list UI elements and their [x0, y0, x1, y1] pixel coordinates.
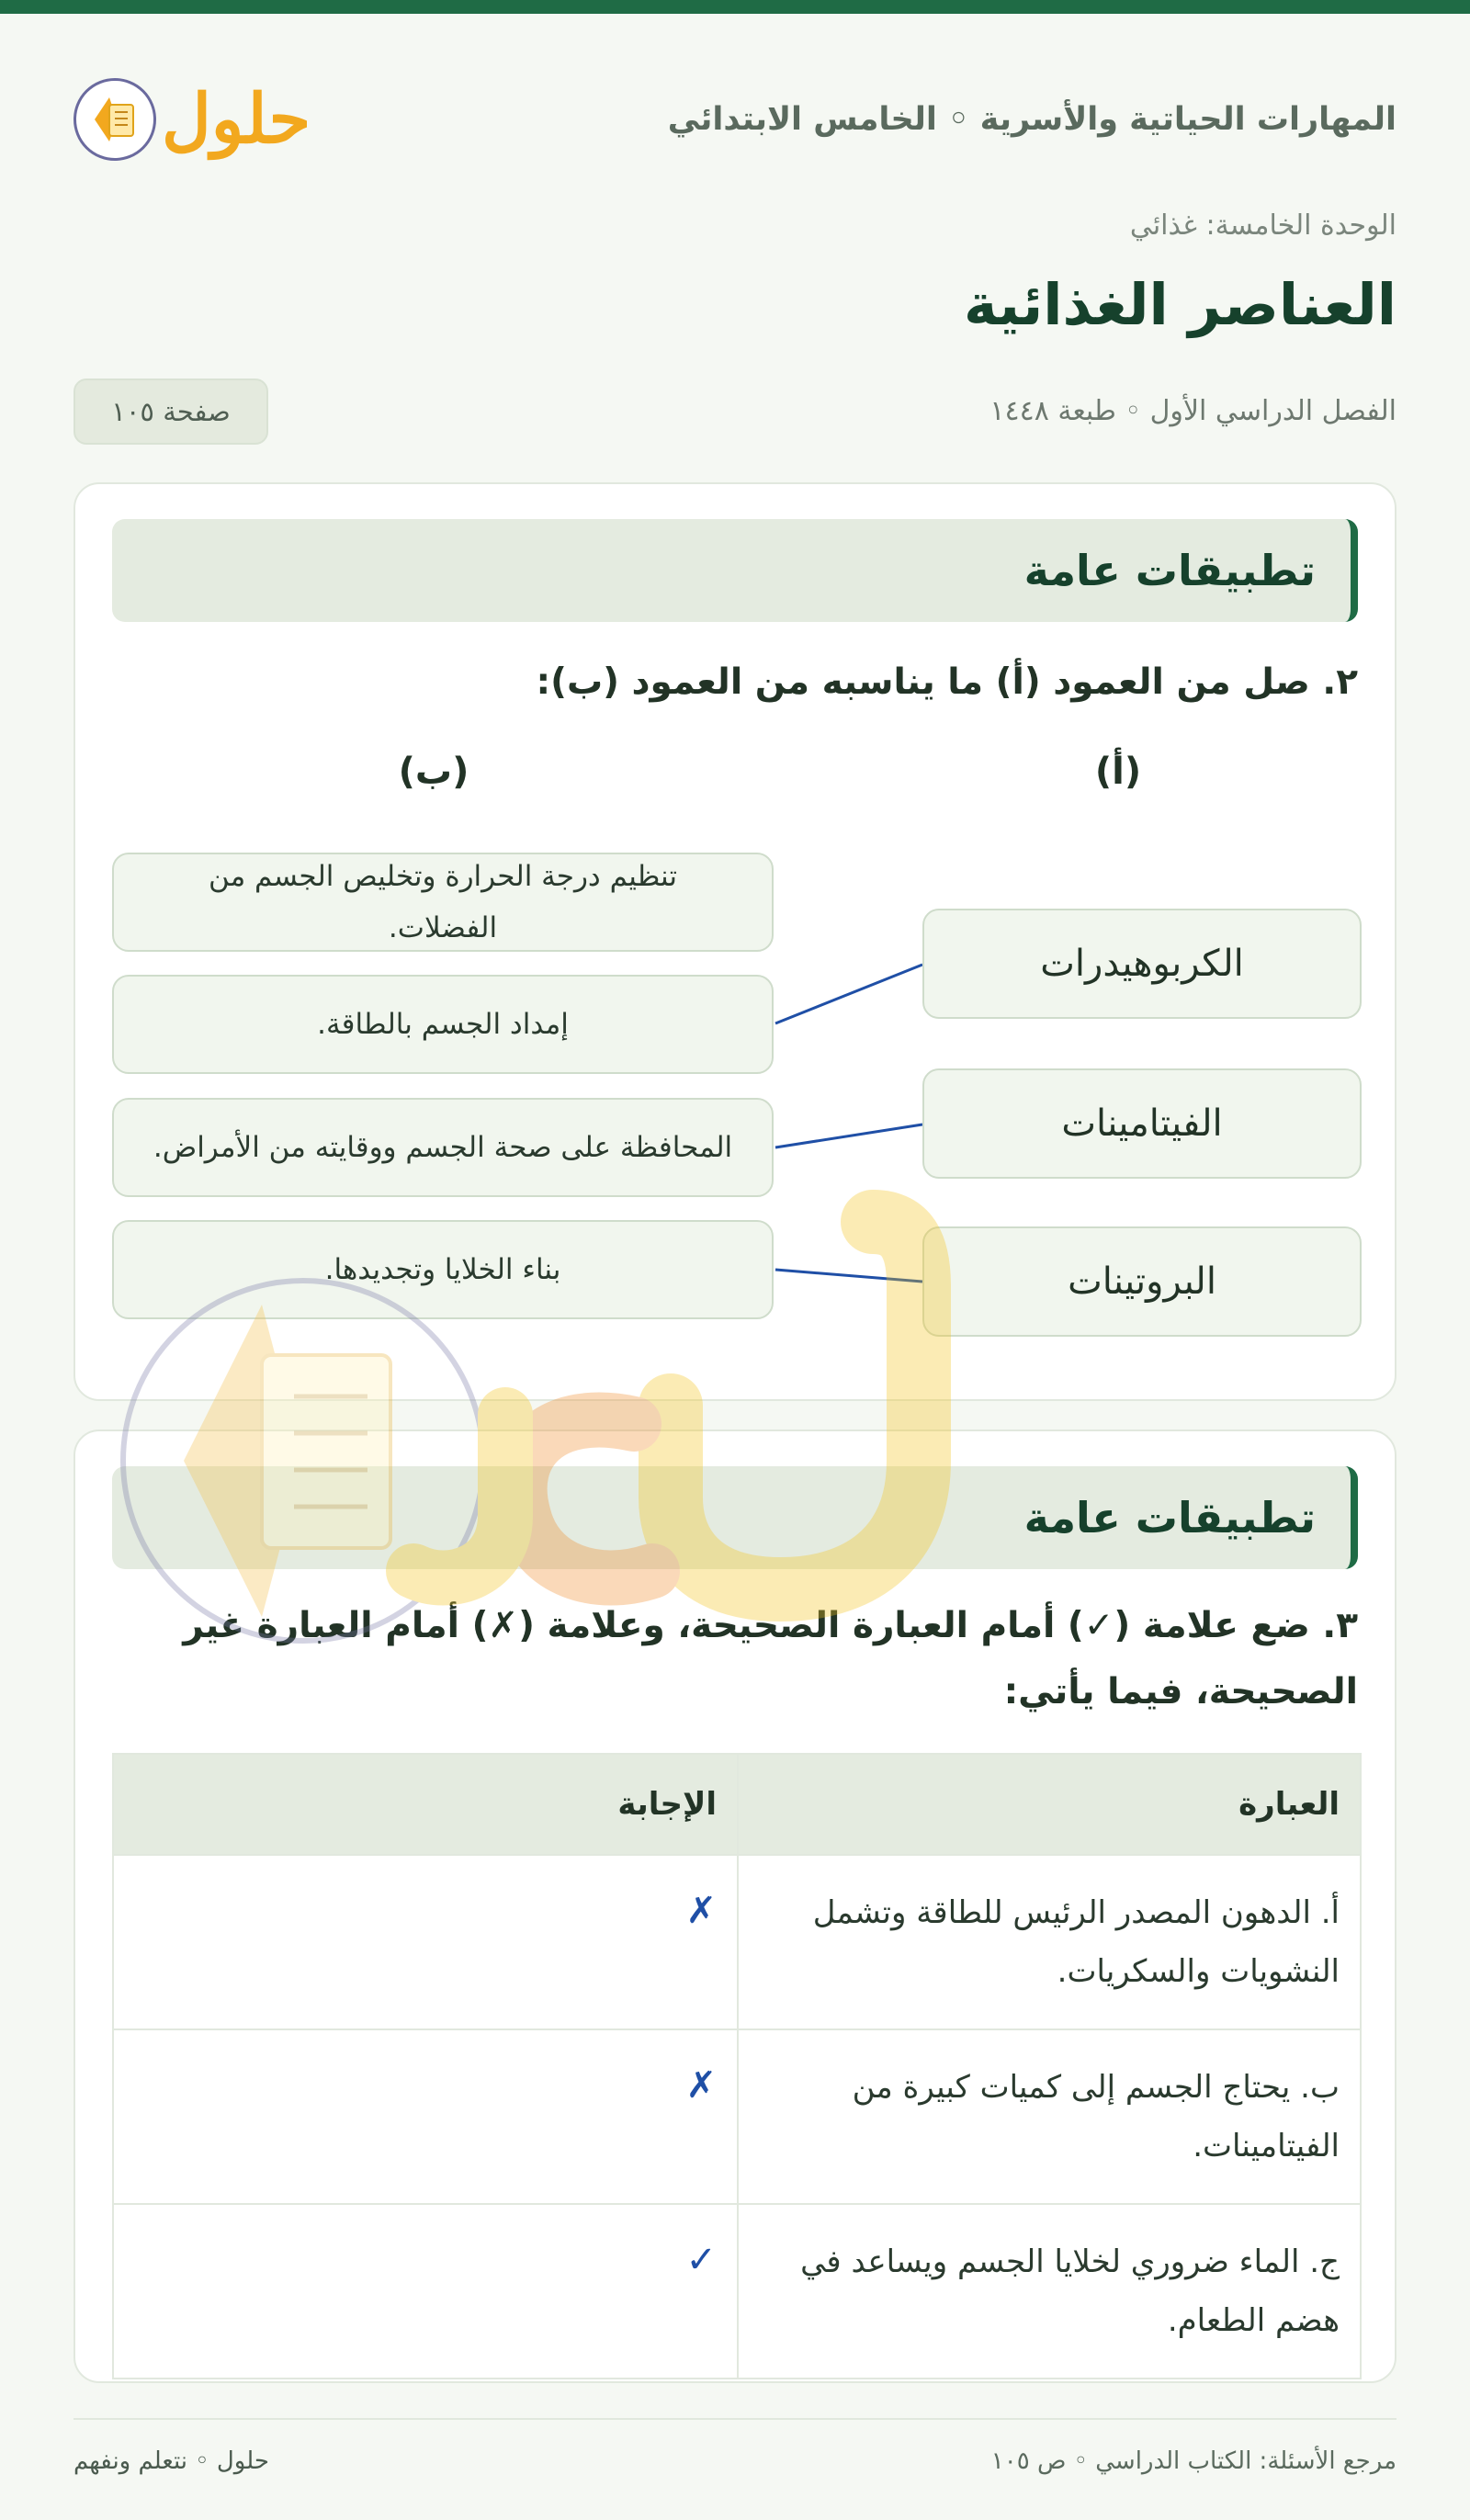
column-header-statement: العبارة	[738, 1754, 1361, 1855]
book-icon	[74, 78, 156, 161]
section-heading: تطبيقات عامة	[112, 519, 1358, 622]
true-false-card	[74, 1430, 1396, 2383]
answer-cell[interactable]: ✗	[113, 2029, 738, 2204]
table-header-row	[113, 1754, 1361, 1855]
statement-cell: ب. يحتاج الجسم إلى كميات كبيرة من الفيتامينات.	[738, 2029, 1361, 2204]
footer-divider	[74, 2418, 1396, 2420]
match-line	[775, 1124, 922, 1147]
hulul-logo[interactable]	[74, 78, 311, 161]
footer-brand: حلول ◦ نتعلم ونفهم	[74, 2447, 269, 2475]
column-b-item[interactable]: بناء الخلايا وتجديدها.	[112, 1220, 774, 1319]
subject-title: المهارات الحياتية والأسرية ◦ الخامس الابتدائي	[667, 101, 1396, 138]
page-title: العناصر الغذائية	[964, 271, 1396, 338]
top-accent-bar	[0, 0, 1470, 14]
logo-wordmark: حلول	[162, 80, 311, 159]
section-heading: تطبيقات عامة	[112, 1466, 1358, 1569]
column-a-item[interactable]: البروتينات	[922, 1226, 1362, 1337]
column-a-item[interactable]: الفيتامينات	[922, 1068, 1362, 1179]
statement-cell: أ. الدهون المصدر الرئيس للطاقة وتشمل النشويات والسكريات.	[738, 1855, 1361, 2029]
page-header	[74, 73, 1396, 165]
column-header-answer: الإجابة	[113, 1754, 738, 1855]
match-line	[775, 965, 922, 1023]
question-text: ٣. ضع علامة (✓) أمام العبارة الصحيحة، وعلامة (✗) أمام العبارة غير الصحيحة، فيما يأتي:	[183, 1605, 1358, 1712]
edition-label: الفصل الدراسي الأول ◦ طبعة ١٤٤٨	[989, 395, 1396, 427]
answers-table	[112, 1753, 1362, 2379]
column-b-item[interactable]: إمداد الجسم بالطاقة.	[112, 975, 774, 1074]
table-row	[113, 2204, 1361, 2379]
match-line	[775, 1270, 922, 1282]
matching-card	[74, 482, 1396, 1401]
answer-cell[interactable]: ✗	[113, 1855, 738, 2029]
footer-reference: مرجع الأسئلة: الكتاب الدراسي ◦ ص ١٠٥	[990, 2447, 1396, 2475]
answer-cell[interactable]: ✓	[113, 2204, 738, 2379]
column-a-item[interactable]: الكربوهيدرات	[922, 909, 1362, 1019]
column-b-label: (ب)	[398, 751, 469, 793]
statement-cell: ج. الماء ضروري لخلايا الجسم ويساعد في هضم الطعام.	[738, 2204, 1361, 2379]
question-text: ٢. صل من العمود (أ) ما يناسبه من العمود (ب):	[536, 661, 1358, 703]
table-row	[113, 1855, 1361, 2029]
column-b-item[interactable]: تنظيم درجة الحرارة وتخليص الجسم من الفضلات.	[112, 853, 774, 952]
table-row	[113, 2029, 1361, 2204]
column-a-label: (أ)	[1094, 751, 1142, 793]
page-number-badge: صفحة ١٠٥	[74, 379, 268, 445]
unit-label: الوحدة الخامسة: غذائي	[1129, 209, 1396, 242]
column-b-item[interactable]: المحافظة على صحة الجسم ووقايته من الأمراض.	[112, 1098, 774, 1197]
